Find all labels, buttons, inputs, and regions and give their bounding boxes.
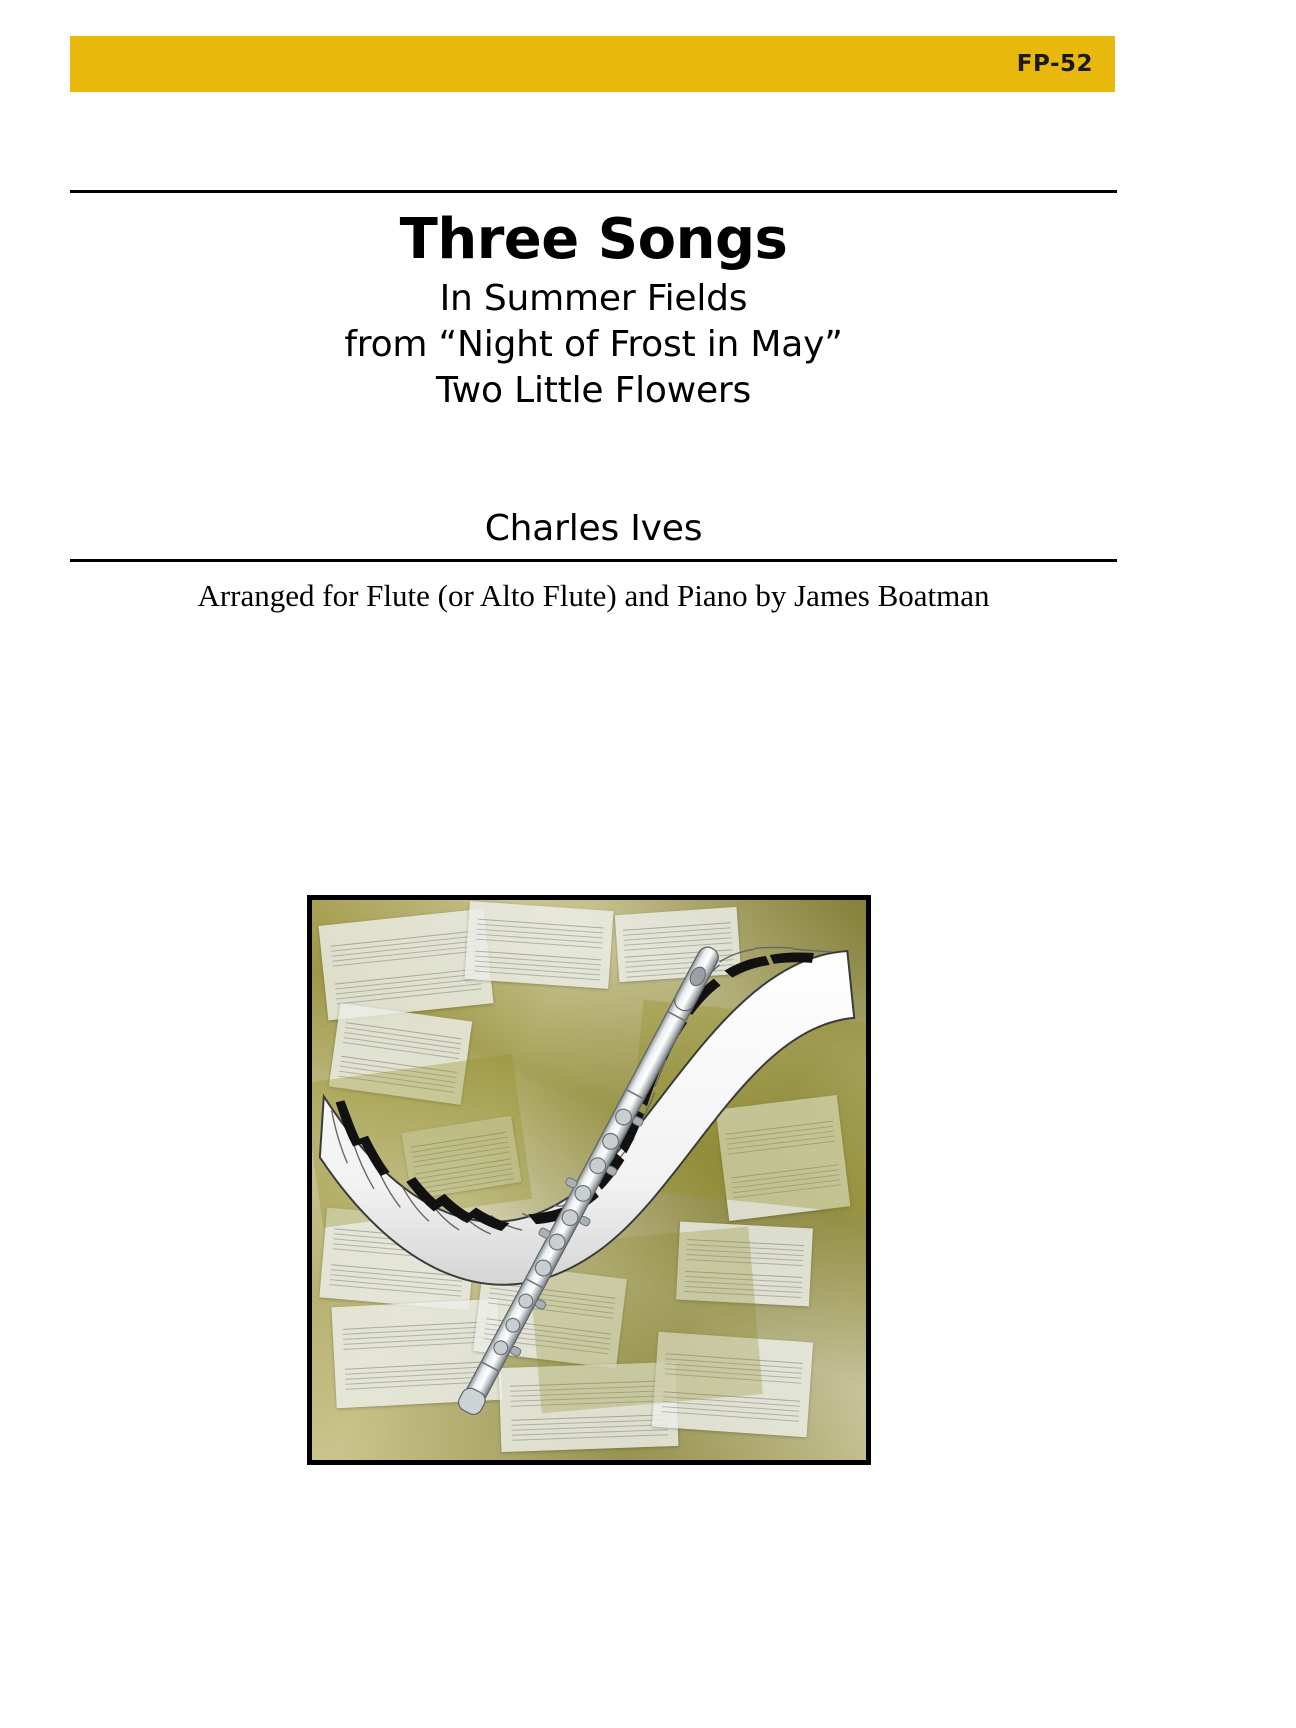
subtitle-line-1: In Summer Fields [439, 277, 748, 319]
piano-keyboard [320, 947, 854, 1284]
catalog-number: FP-52 [1016, 51, 1093, 77]
keyboard-and-flute-illustration [312, 900, 866, 1460]
title-spacer [70, 414, 1117, 508]
subtitle-line-2: from “Night of Frost in May” [344, 323, 843, 365]
arranger-credit: Arranged for Flute (or Alto Flute) and Piano by James Boatman [197, 578, 990, 613]
flute [449, 939, 731, 1421]
composer-name: Charles Ives [484, 507, 703, 549]
page-title: Three Songs [399, 207, 788, 272]
cover-artwork [307, 895, 871, 1465]
subtitle-line-3: Two Little Flowers [435, 369, 752, 411]
catalog-bar [70, 36, 1115, 92]
title-block [70, 190, 1117, 562]
